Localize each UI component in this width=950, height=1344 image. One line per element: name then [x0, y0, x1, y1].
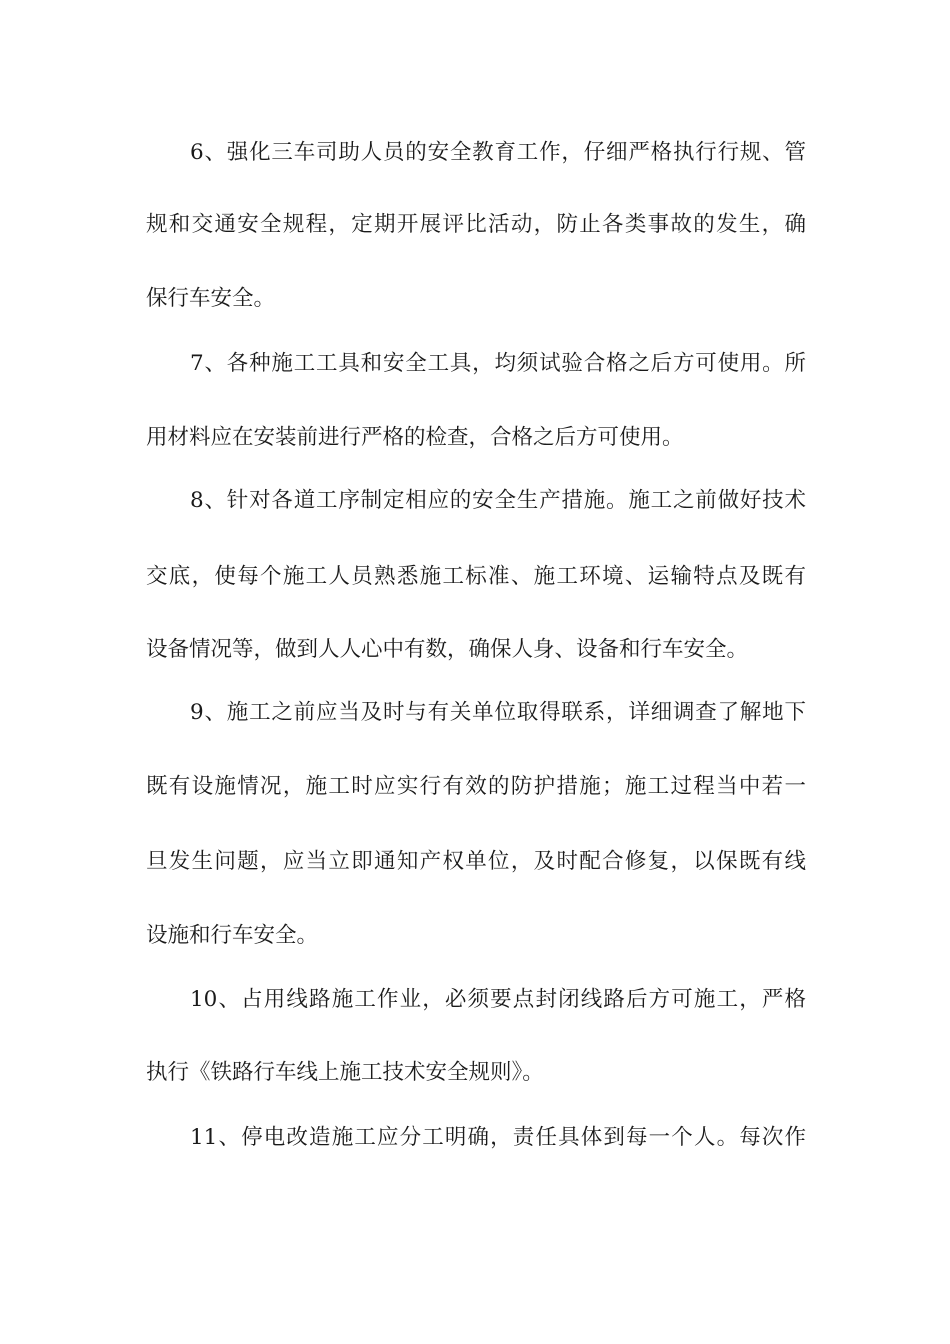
paragraph-10-line-2: 执行《铁路行车线上施工技术安全规则》。: [146, 1060, 544, 1085]
paragraph-9-line-3: 旦发生问题，应当立即通知产权单位，及时配合修复，以保既有线: [146, 849, 806, 874]
paragraph-8-line-3: 设备情况等，做到人人心中有数，确保人身、设备和行车安全。: [146, 637, 749, 662]
paragraph-9-line-1: 9、施工之前应当及时与有关单位取得联系，详细调查了解地下: [190, 700, 806, 725]
paragraph-10-line-1: 10、占用线路施工作业，必须要点封闭线路后方可施工，严格: [190, 987, 806, 1012]
paragraph-6-line-2: 规和交通安全规程，定期开展评比活动，防止各类事故的发生，确: [146, 212, 806, 237]
paragraph-11-line-1: 11、停电改造施工应分工明确，责任具体到每一个人。每次作: [190, 1125, 806, 1150]
paragraph-9-line-4: 设施和行车安全。: [146, 923, 319, 948]
paragraph-6-line-3: 保行车安全。: [146, 286, 276, 311]
paragraph-8-line-1: 8、针对各道工序制定相应的安全生产措施。施工之前做好技术: [190, 488, 806, 513]
paragraph-7-line-1: 7、各种施工工具和安全工具，均须试验合格之后方可使用。所: [190, 351, 806, 376]
paragraph-8-line-2: 交底，使每个施工人员熟悉施工标准、施工环境、运输特点及既有: [146, 564, 806, 589]
paragraph-6-line-1: 6、强化三车司助人员的安全教育工作，仔细严格执行行规、管: [190, 140, 806, 165]
paragraph-9-line-2: 既有设施情况，施工时应实行有效的防护措施；施工过程当中若一: [146, 774, 806, 799]
paragraph-7-line-2: 用材料应在安装前进行严格的检查，合格之后方可使用。: [146, 425, 684, 450]
